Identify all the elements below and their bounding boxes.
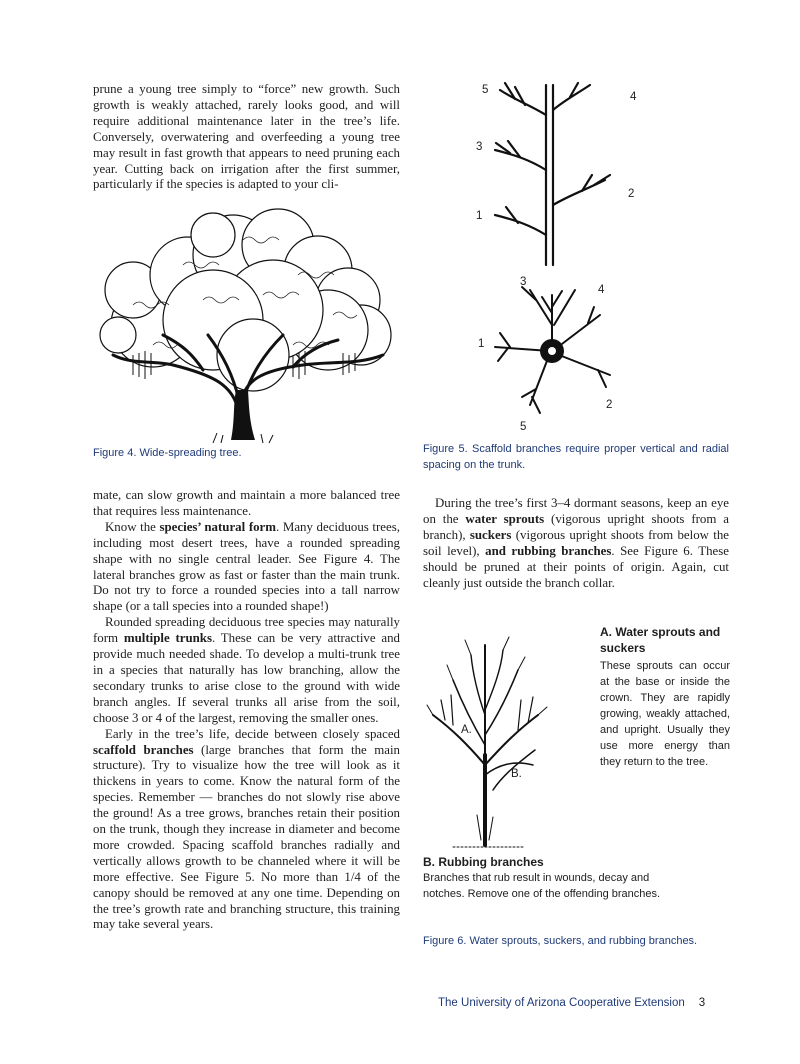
label-v-4: 4 xyxy=(630,91,637,103)
suckers-term: suckers xyxy=(469,527,512,542)
young-tree-sprouts-icon xyxy=(423,625,593,850)
rubbing-branches-term: and rubbing branches xyxy=(485,543,612,558)
annotation-a-title: A. Water sprouts and suckers xyxy=(600,625,721,655)
label-r-1: 1 xyxy=(478,338,485,350)
left-lower-text xyxy=(93,488,400,933)
annotation-b-body: Branches that rub result in wounds, decay and notches. Remove one of the offending branches. xyxy=(423,872,661,900)
water-sprouts-term: water sprouts xyxy=(465,511,545,526)
scaffold-branches-icon xyxy=(470,75,650,440)
figure-6-illustration xyxy=(423,625,593,850)
natural-form-term: species’ natural form xyxy=(159,519,277,534)
annotation-b-title: B. Rubbing branches xyxy=(423,855,544,869)
continuation-paragraph: mate, can slow growth and maintain a more balanced tree that requires less maintenance. xyxy=(93,488,400,518)
label-a: A. xyxy=(461,724,472,736)
annotation-b xyxy=(423,854,663,902)
annotation-a xyxy=(600,624,730,770)
page-footer xyxy=(438,997,705,1009)
natural-form-paragraph: Know the species’ natural form. Many deciduous trees, including most desert trees, have a rounded spreading shape with no single central leader. See Figure 4. The lateral branches grow as fast or faster than the main trunk. Do not try to force a rounded species into a tall narrow shape (or a tall species into a rounded shape!) xyxy=(93,519,400,614)
dormant-seasons-paragraph: During the tree’s first 3–4 dormant seasons, keep an eye on the water sprouts (vigorous upright shoots from a branch), suckers (vigorous upright shoots from below the soil level), and rubbing branches. See Figure 6. These should be pruned at their points of origin. Again, cut cleanly just outside the branch collar. xyxy=(423,496,729,590)
label-r-3: 3 xyxy=(520,276,527,288)
label-r-4: 4 xyxy=(598,284,605,296)
wide-spreading-tree-icon xyxy=(93,205,403,445)
figure-5-illustration xyxy=(470,75,650,440)
label-r-2: 2 xyxy=(606,399,613,411)
multiple-trunks-paragraph: Rounded spreading deciduous tree species may naturally form multiple trunks. These can be very attractive and provide much needed shade. To develop a multi-trunk tree in a species that naturally has low branching, allow the secondary trunks to arise close to the ground with wide branch angles. If several trunks all arise from the soil, choose 3 or 4 of the largest, removing the smaller ones. xyxy=(93,615,400,725)
label-v-2: 2 xyxy=(628,188,635,200)
label-r-5: 5 xyxy=(520,421,527,433)
label-v-5: 5 xyxy=(482,84,489,96)
scaffold-paragraph: Early in the tree’s life, decide between closely spaced scaffold branches (large branches that form the main structure). Try to visualize how the tree will look as it thickens in years to come. Know the natural form of the species. Remember — branches do not slowly rise above the ground! As a tree grows, branches retain their position on the trunk, though they increase in diameter and become more crowded. Spacing scaffold branches radially and vertically allows growth to be channeled where it will be more effective. See Figure 5. No more than 1/4 of the canopy should be removed at any one time. Depending on the tree’s growth rate and branching structure, this training may take several years. xyxy=(93,726,400,932)
figure-4-caption: Figure 4. Wide-spreading tree. xyxy=(93,447,242,459)
left-top-paragraph xyxy=(93,82,400,193)
publisher-name: The University of Arizona Cooperative Extension xyxy=(438,997,685,1009)
label-b: B. xyxy=(511,768,522,780)
figure-4-illustration xyxy=(93,205,403,445)
multiple-trunks-term: multiple trunks xyxy=(123,631,212,646)
annotation-a-body: These sprouts can occur at the base or inside the crown. They are rapidly growing, weakly attached, and upright. Usually they use more energy than they return to the tree. xyxy=(600,660,730,768)
label-v-1: 1 xyxy=(476,210,483,222)
scaffold-term: scaffold branches xyxy=(93,742,194,757)
label-v-3: 3 xyxy=(476,141,483,153)
paragraph-text: prune a young tree simply to “force” new growth. Such growth is weakly attached, rarely looks good, and will require additional maintenance later in the tree’s life. Conversely, overwatering and overfeeding a young tree may result in fast growth that appears to need pruning each year. Cutting back on irrigation after the first summer, particularly if the species is adapted to your cli- xyxy=(93,82,400,192)
page-number: 3 xyxy=(698,997,706,1009)
right-text xyxy=(423,496,729,591)
figure-6-caption: Figure 6. Water sprouts, suckers, and rubbing branches. xyxy=(423,935,698,947)
figure-5-caption: Figure 5. Scaffold branches require proper vertical and radial spacing on the trunk. xyxy=(423,443,729,471)
